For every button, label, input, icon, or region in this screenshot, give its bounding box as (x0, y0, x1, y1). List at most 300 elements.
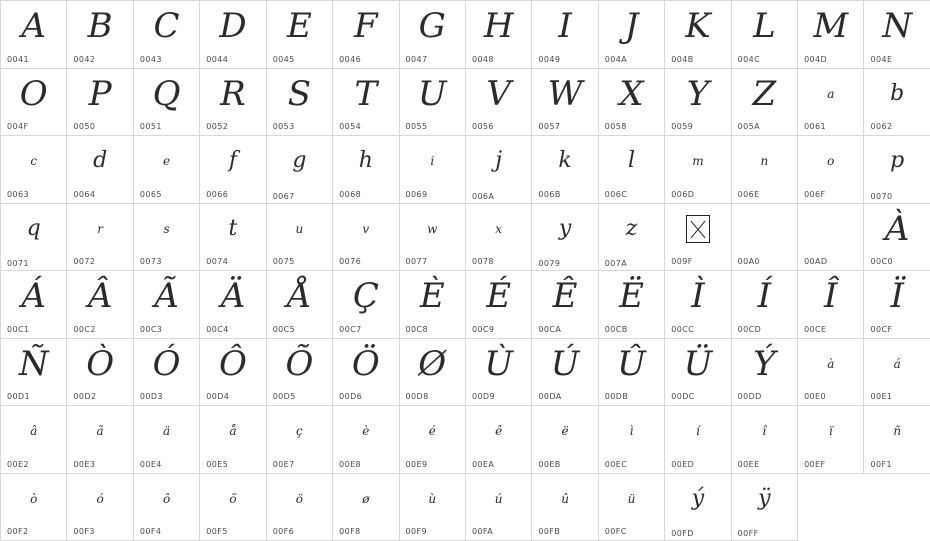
glyph-preview: b (864, 71, 929, 117)
glyph-preview: ò (1, 476, 66, 522)
glyph-preview: Ø (400, 341, 465, 387)
glyph-codepoint-label: 00C0 (870, 257, 892, 266)
glyph-preview: t (200, 206, 265, 252)
glyph-codepoint-label: 00F6 (273, 527, 294, 536)
glyph-preview: Ô (200, 341, 265, 387)
glyph-codepoint-label: 00E0 (804, 392, 826, 401)
glyph-codepoint-label: 0072 (73, 257, 95, 266)
glyph-codepoint-label: 00A0 (738, 257, 760, 266)
glyph-codepoint-label: 005A (738, 122, 760, 131)
glyph-preview: ï (798, 408, 863, 454)
glyph-cell[interactable] (267, 339, 333, 407)
glyph-cell[interactable] (134, 136, 200, 204)
glyph-codepoint-label: 00C7 (339, 325, 361, 334)
glyph-cell[interactable] (400, 474, 466, 541)
glyph-preview: J (599, 3, 664, 49)
glyph-codepoint-label: 00CE (804, 325, 826, 334)
glyph-preview: p (864, 138, 929, 184)
glyph-cell[interactable] (732, 136, 798, 204)
glyph-preview: k (532, 138, 597, 184)
glyph-cell[interactable] (665, 69, 731, 137)
glyph-codepoint-label: 0053 (273, 122, 295, 131)
glyph-codepoint-label: 0052 (206, 122, 228, 131)
glyph-codepoint-label: 00FA (472, 527, 493, 536)
glyph-preview: g (267, 138, 332, 184)
glyph-cell[interactable] (1, 474, 67, 541)
glyph-preview: C (134, 3, 199, 49)
glyph-preview: Ì (665, 273, 730, 319)
glyph-codepoint-label: 004C (738, 55, 760, 64)
glyph-preview: ú (466, 476, 531, 522)
glyph-preview: E (267, 3, 332, 49)
glyph-preview (665, 206, 730, 252)
glyph-codepoint-label: 00CD (738, 325, 762, 334)
glyph-cell[interactable] (665, 136, 731, 204)
glyph-cell[interactable] (466, 1, 532, 69)
glyph-cell[interactable] (864, 1, 930, 69)
glyph-codepoint-label: 0069 (406, 190, 428, 199)
glyph-preview: ý (665, 476, 730, 522)
glyph-cell[interactable] (333, 204, 399, 272)
glyph-preview: q (1, 206, 66, 252)
glyph-preview: ä (134, 408, 199, 454)
glyph-codepoint-label: 00E3 (73, 460, 95, 469)
glyph-cell[interactable] (732, 1, 798, 69)
glyph-cell[interactable] (532, 204, 598, 272)
glyph-preview: À (864, 206, 929, 252)
glyph-preview: j (466, 138, 531, 184)
glyph-codepoint-label: 00AD (804, 257, 827, 266)
glyph-codepoint-label: 009F (671, 257, 692, 266)
glyph-codepoint-label: 0066 (206, 190, 228, 199)
glyph-cell[interactable] (798, 136, 864, 204)
glyph-codepoint-label: 00F4 (140, 527, 161, 536)
glyph-preview: K (665, 3, 730, 49)
glyph-cell[interactable] (134, 271, 200, 339)
glyph-cell[interactable] (134, 339, 200, 407)
glyph-preview: ø (333, 476, 398, 522)
glyph-cell[interactable] (267, 406, 333, 474)
glyph-codepoint-label: 00EA (472, 460, 494, 469)
glyph-cell[interactable] (1, 271, 67, 339)
glyph-preview: F (333, 3, 398, 49)
glyph-cell[interactable] (599, 339, 665, 407)
glyph-cell[interactable] (67, 406, 133, 474)
glyph-codepoint-label: 0051 (140, 122, 162, 131)
glyph-cell[interactable] (400, 69, 466, 137)
glyph-cell[interactable] (599, 271, 665, 339)
glyph-cell[interactable] (200, 406, 266, 474)
glyph-cell[interactable] (798, 339, 864, 407)
glyph-codepoint-label: 0068 (339, 190, 361, 199)
glyph-cell[interactable] (200, 271, 266, 339)
glyph-cell[interactable] (864, 339, 930, 407)
glyph-codepoint-label: 00FC (605, 527, 627, 536)
glyph-preview: õ (200, 476, 265, 522)
glyph-cell[interactable] (599, 69, 665, 137)
glyph-cell[interactable] (798, 204, 864, 272)
glyph-codepoint-label: 0065 (140, 190, 162, 199)
glyph-preview: H (466, 3, 531, 49)
glyph-codepoint-label: 00D3 (140, 392, 163, 401)
glyph-cell[interactable] (732, 406, 798, 474)
glyph-preview: ç (267, 408, 332, 454)
glyph-codepoint-label: 0076 (339, 257, 361, 266)
glyph-cell[interactable] (466, 136, 532, 204)
glyph-cell[interactable] (864, 271, 930, 339)
glyph-codepoint-label: 00FF (738, 529, 759, 538)
glyph-cell[interactable] (532, 271, 598, 339)
glyph-cell[interactable] (200, 474, 266, 541)
glyph-codepoint-label: 0044 (206, 55, 228, 64)
glyph-preview: Û (599, 341, 664, 387)
glyph-codepoint-label: 00FB (538, 527, 560, 536)
glyph-preview: h (333, 138, 398, 184)
glyph-cell[interactable] (267, 474, 333, 541)
glyph-codepoint-label: 00EE (738, 460, 760, 469)
glyph-cell[interactable] (864, 406, 930, 474)
glyph-cell[interactable] (665, 474, 731, 541)
glyph-cell[interactable] (134, 204, 200, 272)
glyph-codepoint-label: 0059 (671, 122, 693, 131)
glyph-cell[interactable] (400, 136, 466, 204)
glyph-codepoint-label: 0058 (605, 122, 627, 131)
glyph-codepoint-label: 00E2 (7, 460, 29, 469)
glyph-codepoint-label: 00CB (605, 325, 628, 334)
glyph-preview: G (400, 3, 465, 49)
glyph-cell[interactable] (1, 204, 67, 272)
glyph-codepoint-label: 00F2 (7, 527, 28, 536)
glyph-preview: Y (665, 71, 730, 117)
glyph-codepoint-label: 00E8 (339, 460, 361, 469)
glyph-codepoint-label: 00D8 (406, 392, 429, 401)
glyph-preview: ã (67, 408, 132, 454)
glyph-cell[interactable] (599, 136, 665, 204)
glyph-cell[interactable] (864, 69, 930, 137)
glyph-codepoint-label: 0042 (73, 55, 95, 64)
glyph-cell[interactable] (333, 69, 399, 137)
glyph-codepoint-label: 00F8 (339, 527, 360, 536)
glyph-cell[interactable] (665, 339, 731, 407)
glyph-codepoint-label: 0057 (538, 122, 560, 131)
glyph-preview: m (665, 138, 730, 184)
glyph-cell[interactable] (67, 474, 133, 541)
glyph-preview: Î (798, 273, 863, 319)
glyph-preview: È (400, 273, 465, 319)
glyph-codepoint-label: 00E7 (273, 460, 295, 469)
glyph-cell[interactable] (665, 271, 731, 339)
glyph-preview: z (599, 206, 664, 252)
glyph-preview: e (134, 138, 199, 184)
glyph-preview: D (200, 3, 265, 49)
glyph-codepoint-label: 0064 (73, 190, 95, 199)
glyph-preview: à (798, 341, 863, 387)
glyph-preview: Á (1, 273, 66, 319)
glyph-cell[interactable] (864, 204, 930, 272)
notdef-box-icon (686, 215, 710, 243)
glyph-cell[interactable] (532, 1, 598, 69)
glyph-cell[interactable] (267, 136, 333, 204)
glyph-cell[interactable] (466, 406, 532, 474)
glyph-cell[interactable] (1, 69, 67, 137)
glyph-cell[interactable] (200, 1, 266, 69)
glyph-codepoint-label: 0043 (140, 55, 162, 64)
glyph-cell[interactable] (532, 339, 598, 407)
glyph-codepoint-label: 00C8 (406, 325, 428, 334)
glyph-codepoint-label: 00E5 (206, 460, 228, 469)
glyph-cell[interactable] (267, 69, 333, 137)
glyph-cell[interactable] (400, 339, 466, 407)
glyph-codepoint-label: 0070 (870, 192, 892, 201)
glyph-cell[interactable] (532, 474, 598, 541)
glyph-cell[interactable] (732, 474, 798, 541)
glyph-codepoint-label: 0048 (472, 55, 494, 64)
glyph-preview (798, 206, 863, 252)
glyph-codepoint-label: 004A (605, 55, 627, 64)
glyph-cell[interactable] (267, 204, 333, 272)
glyph-cell[interactable] (532, 136, 598, 204)
glyph-cell[interactable] (333, 136, 399, 204)
glyph-cell[interactable] (798, 271, 864, 339)
glyph-cell[interactable] (798, 1, 864, 69)
glyph-cell[interactable] (333, 1, 399, 69)
glyph-codepoint-label: 00D4 (206, 392, 229, 401)
glyph-preview: r (67, 206, 132, 252)
glyph-cell[interactable] (333, 271, 399, 339)
glyph-codepoint-label: 00CC (671, 325, 694, 334)
glyph-codepoint-label: 0061 (804, 122, 826, 131)
glyph-preview: Ù (466, 341, 531, 387)
glyph-preview: u (267, 206, 332, 252)
glyph-codepoint-label: 00FD (671, 529, 694, 538)
glyph-preview: Ë (599, 273, 664, 319)
glyph-cell[interactable] (200, 339, 266, 407)
glyph-codepoint-label: 0074 (206, 257, 228, 266)
glyph-cell[interactable] (1, 339, 67, 407)
glyph-codepoint-label: 0067 (273, 192, 295, 201)
glyph-preview: N (864, 3, 929, 49)
glyph-cell[interactable] (200, 69, 266, 137)
glyph-preview: ö (267, 476, 332, 522)
glyph-cell[interactable] (333, 474, 399, 541)
glyph-codepoint-label: 0041 (7, 55, 29, 64)
glyph-preview: V (466, 71, 531, 117)
glyph-preview: ù (400, 476, 465, 522)
glyph-preview: i (400, 138, 465, 184)
glyph-cell[interactable] (599, 474, 665, 541)
glyph-cell[interactable] (599, 204, 665, 272)
glyph-cell[interactable] (134, 69, 200, 137)
glyph-cell[interactable] (732, 204, 798, 272)
glyph-preview: X (599, 71, 664, 117)
glyph-preview: U (400, 71, 465, 117)
glyph-codepoint-label: 006E (738, 190, 760, 199)
glyph-cell[interactable] (466, 339, 532, 407)
glyph-cell[interactable] (466, 204, 532, 272)
glyph-preview: s (134, 206, 199, 252)
glyph-preview: è (333, 408, 398, 454)
glyph-cell[interactable] (67, 271, 133, 339)
glyph-cell[interactable] (333, 339, 399, 407)
glyph-codepoint-label: 0054 (339, 122, 361, 131)
glyph-preview: ô (134, 476, 199, 522)
glyph-preview: Â (67, 273, 132, 319)
glyph-cell[interactable] (532, 69, 598, 137)
glyph-codepoint-label: 0045 (273, 55, 295, 64)
glyph-preview: é (400, 408, 465, 454)
glyph-codepoint-label: 0056 (472, 122, 494, 131)
glyph-preview: O (1, 71, 66, 117)
glyph-preview: v (333, 206, 398, 252)
glyph-codepoint-label: 004D (804, 55, 827, 64)
glyph-codepoint-label: 00C9 (472, 325, 494, 334)
glyph-preview: B (67, 3, 132, 49)
glyph-preview: L (732, 3, 797, 49)
glyph-preview: ê (466, 408, 531, 454)
glyph-codepoint-label: 00E1 (870, 392, 892, 401)
glyph-preview: ÿ (732, 476, 797, 522)
glyph-preview: o (798, 138, 863, 184)
glyph-preview: É (466, 273, 531, 319)
glyph-preview: á (864, 341, 929, 387)
glyph-cell[interactable] (466, 69, 532, 137)
glyph-codepoint-label: 00C3 (140, 325, 162, 334)
glyph-cell[interactable] (466, 271, 532, 339)
glyph-codepoint-label: 006D (671, 190, 694, 199)
glyph-preview: l (599, 138, 664, 184)
glyph-cell[interactable] (333, 406, 399, 474)
glyph-cell[interactable] (665, 204, 731, 272)
glyph-cell[interactable] (67, 136, 133, 204)
glyph-codepoint-label: 006F (804, 190, 825, 199)
glyph-cell[interactable] (665, 1, 731, 69)
glyph-preview: Ä (200, 273, 265, 319)
glyph-cell[interactable] (732, 339, 798, 407)
glyph-preview: Ò (67, 341, 132, 387)
glyph-cell[interactable] (400, 204, 466, 272)
glyph-codepoint-label: 00EB (538, 460, 560, 469)
glyph-cell[interactable] (400, 406, 466, 474)
glyph-preview: ó (67, 476, 132, 522)
glyph-codepoint-label: 00F3 (73, 527, 94, 536)
glyph-codepoint-label: 00CF (870, 325, 892, 334)
glyph-codepoint-label: 00F5 (206, 527, 227, 536)
glyph-preview: î (732, 408, 797, 454)
glyph-codepoint-label: 00D5 (273, 392, 296, 401)
glyph-cell[interactable] (466, 474, 532, 541)
glyph-codepoint-label: 004F (7, 122, 28, 131)
glyph-codepoint-label: 006B (538, 190, 560, 199)
glyph-preview: f (200, 138, 265, 184)
glyph-codepoint-label: 00DD (738, 392, 762, 401)
glyph-cell[interactable] (267, 1, 333, 69)
glyph-preview: I (532, 3, 597, 49)
glyph-preview: ü (599, 476, 664, 522)
glyph-cell[interactable] (1, 406, 67, 474)
glyph-preview: c (1, 138, 66, 184)
glyph-codepoint-label: 0055 (406, 122, 428, 131)
glyph-preview: Ç (333, 273, 398, 319)
glyph-preview: Ý (732, 341, 797, 387)
glyph-codepoint-label: 00C5 (273, 325, 295, 334)
glyph-cell[interactable] (134, 1, 200, 69)
glyph-cell[interactable] (599, 1, 665, 69)
glyph-preview: S (267, 71, 332, 117)
glyph-preview: í (665, 408, 730, 454)
glyph-codepoint-label: 00DC (671, 392, 695, 401)
glyph-cell[interactable] (732, 271, 798, 339)
glyph-preview: d (67, 138, 132, 184)
glyph-cell[interactable] (200, 136, 266, 204)
glyph-preview: W (532, 71, 597, 117)
glyph-preview: Z (732, 71, 797, 117)
glyph-cell[interactable] (665, 406, 731, 474)
glyph-codepoint-label: 006A (472, 192, 494, 201)
glyph-cell[interactable] (599, 406, 665, 474)
glyph-codepoint-label: 0063 (7, 190, 29, 199)
glyph-cell[interactable] (732, 69, 798, 137)
glyph-codepoint-label: 0050 (73, 122, 95, 131)
glyph-cell[interactable] (1, 136, 67, 204)
glyph-cell[interactable] (798, 69, 864, 137)
glyph-cell[interactable] (864, 136, 930, 204)
glyph-cell[interactable] (1, 1, 67, 69)
glyph-cell[interactable] (532, 406, 598, 474)
glyph-preview (732, 206, 797, 252)
glyph-codepoint-label: 00D2 (73, 392, 96, 401)
glyph-preview: Å (267, 273, 332, 319)
glyph-cell[interactable] (67, 204, 133, 272)
glyph-preview: M (798, 3, 863, 49)
glyph-cell[interactable] (134, 474, 200, 541)
glyph-codepoint-label: 00D1 (7, 392, 30, 401)
glyph-preview: a (798, 71, 863, 117)
glyph-cell[interactable] (67, 69, 133, 137)
glyph-preview: R (200, 71, 265, 117)
glyph-cell[interactable] (134, 406, 200, 474)
glyph-preview: â (1, 408, 66, 454)
glyph-cell[interactable] (67, 339, 133, 407)
glyph-preview: Q (134, 71, 199, 117)
glyph-cell[interactable] (798, 406, 864, 474)
glyph-preview: Ã (134, 273, 199, 319)
glyph-cell[interactable] (400, 1, 466, 69)
glyph-preview: ñ (864, 408, 929, 454)
glyph-preview: w (400, 206, 465, 252)
glyph-cell[interactable] (267, 271, 333, 339)
glyph-preview: Ê (532, 273, 597, 319)
glyph-codepoint-label: 006C (605, 190, 627, 199)
glyph-cell-empty (798, 474, 864, 541)
glyph-preview: Ó (134, 341, 199, 387)
glyph-preview: ë (532, 408, 597, 454)
glyph-codepoint-label: 00DA (538, 392, 561, 401)
glyph-cell[interactable] (400, 271, 466, 339)
glyph-codepoint-label: 004B (671, 55, 693, 64)
glyph-preview: Ö (333, 341, 398, 387)
glyph-preview: A (1, 3, 66, 49)
glyph-codepoint-label: 00E4 (140, 460, 162, 469)
glyph-cell[interactable] (67, 1, 133, 69)
glyph-codepoint-label: 0075 (273, 257, 295, 266)
glyph-codepoint-label: 0062 (870, 122, 892, 131)
glyph-codepoint-label: 007A (605, 259, 627, 268)
glyph-codepoint-label: 00C1 (7, 325, 29, 334)
glyph-preview: P (67, 71, 132, 117)
glyph-preview: Ú (532, 341, 597, 387)
glyph-codepoint-label: 00C4 (206, 325, 228, 334)
glyph-cell[interactable] (200, 204, 266, 272)
